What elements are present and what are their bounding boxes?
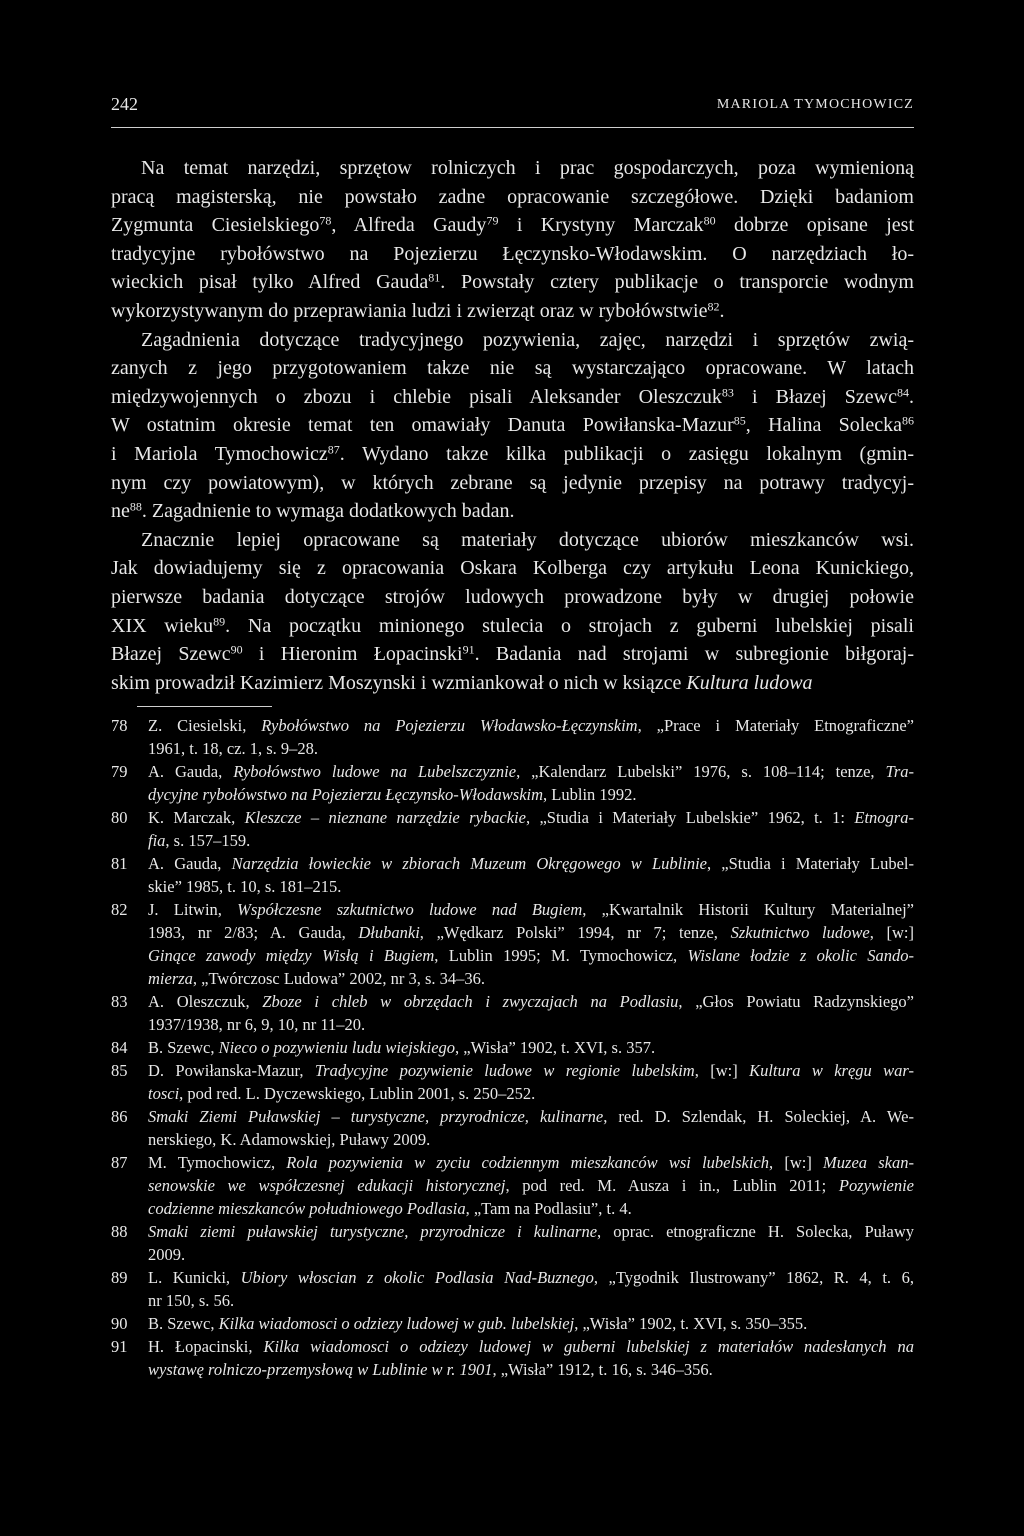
footnote-text: [148, 1105, 914, 1151]
footnote-number: 80: [111, 808, 128, 827]
footnote-reference: 90: [230, 642, 243, 657]
footnote-text: [148, 1312, 914, 1335]
text-line: [111, 183, 914, 212]
footnote: [111, 714, 914, 760]
text-run: , „Wisła” 1902, t. XVI, s. 350–355.: [574, 1314, 808, 1333]
footnote-line: [148, 990, 914, 1013]
text-run: , pod red. L. Dyczewskiego, Lublin 2001, s. 250–252.: [179, 1084, 536, 1103]
text-run: . Wydano takze kilka publikacji o zasięgu lokalnym (gmin-: [339, 442, 914, 465]
text-run: , Lublin 1992.: [543, 785, 637, 804]
italic-text: Tra-: [885, 762, 914, 781]
italic-text: Nieco o pozywieniu ludu wiejskiego: [218, 1038, 456, 1057]
italic-text: Rybołówstwo ludowe na Lubelszczyznie: [233, 762, 517, 781]
footnote: [111, 852, 914, 898]
footnote-reference: 83: [721, 385, 734, 400]
text-run: i Błazej Szewc: [733, 385, 897, 408]
text-run: .: [719, 299, 725, 322]
text-run: , „Prace i Materiały Etnograficzne”: [637, 716, 914, 735]
text-run: i Hieronim Łopacinski: [242, 643, 463, 666]
text-line: [111, 583, 914, 612]
footnote-reference: 78: [319, 213, 332, 228]
footnote-line: [148, 1312, 914, 1335]
text-run: 1983, nr 2/83; A. Gauda,: [148, 923, 359, 942]
text-run: skim prowadził Kazimierz Moszynski i wzmiankował o nich w ksiązce: [111, 671, 687, 694]
text-run: , Halina Solecka: [745, 414, 902, 437]
text-run: , [w:]: [694, 1061, 750, 1080]
page-number: 242: [111, 94, 138, 114]
italic-text: Muzea skan-: [823, 1153, 914, 1172]
paragraph: [111, 326, 914, 526]
footnote-line: [148, 898, 914, 921]
footnote-text: [148, 806, 914, 852]
text-run: nerskiego, K. Adamowskiej, Puławy 2009.: [148, 1130, 431, 1149]
italic-text: Ginące zawody między Wisłą i Bugiem: [148, 946, 435, 965]
text-line: [111, 526, 914, 555]
text-run: K. Marczak,: [148, 808, 245, 827]
text-line: [111, 297, 914, 326]
footnote-reference: 91: [462, 642, 475, 657]
footnote-line: [148, 1036, 914, 1059]
footnote: [111, 1220, 914, 1266]
italic-text: wystawę rolniczo-przemysłową w Lublinie w r. 1901: [148, 1360, 493, 1379]
italic-text: fia: [148, 831, 166, 850]
text-run: , „Tygodnik Ilustrowany” 1862, R. 4, t. 6,: [593, 1268, 914, 1287]
text-run: Zygmunta Ciesielskiego: [111, 214, 320, 237]
footnote-number: 88: [111, 1222, 128, 1241]
text-run: dobrze opisane jest: [715, 214, 915, 237]
text-run: XIX wieku: [111, 614, 214, 637]
running-title: MARIOLA TYMOCHOWICZ: [716, 97, 914, 112]
text-run: nym czy powiatowym), w których zebrane są jedynie przepisy na potrawy tradycyj-: [111, 471, 914, 494]
text-run: tradycyjne rybołówstwo na Pojezierzu Łęczynsko-Włodawskim. O narzędziach ło-: [111, 242, 914, 265]
italic-text: mierza: [148, 969, 193, 988]
footnote: [111, 760, 914, 806]
footnote-text: [148, 990, 914, 1036]
text-run: Znacznie lepiej opracowane są materiały dotyczące ubiorów mieszkanców wsi.: [141, 528, 914, 551]
footnote-line: [148, 1128, 914, 1151]
footnote-reference: 85: [733, 413, 746, 428]
text-run: , Lublin 1995; M. Tymochowicz,: [434, 946, 688, 965]
footnote-line: [148, 829, 914, 852]
footnote-line: [148, 875, 914, 898]
footnote-line: [148, 1174, 914, 1197]
text-run: , „Głos Powiatu Radzynskiego”: [678, 992, 914, 1011]
text-run: Na temat narzędzi, sprzętow rolniczych i prac gospodarczych, poza wymienioną: [141, 157, 914, 179]
text-line: [111, 268, 914, 297]
italic-text: Narzędzia łowieckie w zbiorach Muzeum Okręgowego w Lublinie: [231, 854, 707, 873]
footnote-line: [148, 852, 914, 875]
paragraph: [111, 526, 914, 698]
page-header: [111, 92, 914, 116]
text-run: wieckich pisał tylko Alfred Gauda: [111, 271, 429, 294]
text-run: , „Tam na Podlasiu”, t. 4.: [465, 1199, 632, 1218]
text-run: , Alfreda Gaudy: [331, 214, 487, 237]
text-run: . Zagadnienie to wymaga dodatkowych badan.: [141, 500, 515, 523]
text-run: , „Wisła” 1902, t. XVI, s. 357.: [455, 1038, 656, 1057]
italic-text: Smaki Ziemi Puławskiej – turystyczne, przyrodnicze, kulinarne: [148, 1107, 604, 1126]
text-run: pracą magisterską, nie powstało zadne opracowanie szczegółowe. Dzięki badaniom: [111, 185, 914, 208]
footnote-line: [148, 921, 914, 944]
footnote: [111, 806, 914, 852]
text-run: nr 150, s. 56.: [148, 1291, 235, 1310]
footnote-number: 83: [111, 992, 128, 1011]
footnote: [111, 1059, 914, 1105]
footnote: [111, 898, 914, 990]
text-run: A. Gauda,: [148, 762, 234, 781]
italic-text: Rybołówstwo na Pojezierzu Włodawsko-Łęczynskim: [261, 716, 638, 735]
text-run: , pod red. M. Ausza i in., Lublin 2011;: [505, 1176, 839, 1195]
text-run: wykorzystywanym do przeprawiania ludzi i zwierząt oraz w rybołówstwie: [111, 299, 708, 322]
footnote-number: 91: [111, 1337, 128, 1356]
footnote-line: [148, 714, 914, 737]
footnote-text: [148, 1036, 914, 1059]
footnote-reference: 81: [428, 270, 441, 285]
text-run: , „Wędkarz Polski” 1994, nr 7; tenze,: [419, 923, 731, 942]
text-line: [111, 383, 914, 412]
text-run: skie” 1985, t. 10, s. 181–215.: [148, 877, 342, 896]
text-line: [111, 669, 914, 698]
text-line: [111, 469, 914, 498]
italic-text: Ubiory włoscian z okolic Podlasia Nad-Buznego: [240, 1268, 594, 1287]
footnote-reference: 80: [703, 213, 716, 228]
footnote-line: [148, 1220, 914, 1243]
footnote-text: [148, 760, 914, 806]
footnote-reference: 87: [327, 442, 340, 457]
footnote-text: [148, 1151, 914, 1220]
footnote-number: 78: [111, 716, 128, 735]
footnote-line: [148, 1266, 914, 1289]
text-run: i Mariola Tymochowicz: [111, 442, 328, 465]
text-line: [111, 354, 914, 383]
italic-text: Wislane łodzie z okolic Sando-: [687, 946, 914, 965]
italic-text: Kultura w kręgu war-: [749, 1061, 914, 1080]
footnote-line: [148, 806, 914, 829]
text-run: , red. D. Szlendak, H. Soleckiej, A. We-: [603, 1107, 915, 1126]
italic-text: senowskie we współczesnej edukacji historycznej: [148, 1176, 506, 1195]
italic-text: Kleszcze – nieznane narzędzie rybackie: [244, 808, 526, 827]
text-run: , „Studia i Materiały Lubelskie” 1962, t. 1:: [525, 808, 855, 827]
footnote-separator: [137, 706, 272, 707]
footnote-number: 84: [111, 1038, 128, 1057]
footnote-number: 86: [111, 1107, 128, 1126]
text-line: [111, 211, 914, 240]
footnote-line: [148, 1013, 914, 1036]
footnote-reference: 84: [897, 385, 909, 400]
italic-text: Współczesne szkutnictwo ludowe nad Bugiem: [237, 900, 583, 919]
text-run: 2009.: [148, 1245, 186, 1264]
footnote-text: [148, 1335, 914, 1381]
text-run: , „Kalendarz Lubelski” 1976, s. 108–114; tenze,: [516, 762, 886, 781]
footnote: [111, 1036, 914, 1059]
footnote-reference: 88: [129, 499, 142, 514]
italic-text: dycyjne rybołówstwo na Pojezierzu Łęczynsko-Włodawskim: [148, 785, 544, 804]
text-line: [111, 554, 914, 583]
text-run: , „Twórczosc Ludowa” 2002, nr 3, s. 34–36.: [192, 969, 486, 988]
footnote-line: [148, 760, 914, 783]
text-run: . Powstały cztery publikacje o transporcie wodnym: [440, 271, 914, 294]
text-run: D. Powiłanska-Mazur,: [148, 1061, 315, 1080]
footnote-line: [148, 783, 914, 806]
header-divider: [111, 127, 914, 128]
text-run: J. Litwin,: [148, 900, 238, 919]
text-line: [111, 612, 914, 641]
italic-text: tosci: [148, 1084, 180, 1103]
italic-text: Kilka wiadomosci o odziezy ludowej w guberni lubelskiej z materiałów nadesłanych na: [263, 1337, 915, 1356]
footnote-line: [148, 1289, 914, 1312]
text-run: , „Studia i Materiały Lubel-: [706, 854, 914, 873]
text-run: 1961, t. 18, cz. 1, s. 9–28.: [148, 739, 319, 758]
footnote-line: [148, 1335, 914, 1358]
footnote-line: [148, 967, 914, 990]
footnotes: [111, 714, 914, 1381]
text-run: Jak dowiadujemy się z opracowania Oskara Kolberga czy artykułu Leona Kunickiego,: [111, 557, 914, 580]
footnote-line: [148, 1105, 914, 1128]
footnote-line: [148, 1243, 914, 1266]
text-run: B. Szewc,: [148, 1314, 219, 1333]
footnote-line: [148, 1151, 914, 1174]
italic-text: Szkutnictwo ludowe: [730, 923, 870, 942]
italic-text: codzienne mieszkanców południowego Podlasia: [148, 1199, 466, 1218]
footnote-reference: 82: [707, 299, 720, 314]
body-text: [111, 154, 914, 697]
italic-text: Pozywienie: [838, 1176, 915, 1195]
italic-text: Kultura ludowa: [686, 671, 813, 694]
italic-text: Kilka wiadomosci o odziezy ludowej w gub. lubelskiej: [218, 1314, 575, 1333]
footnote-text: [148, 1266, 914, 1312]
footnote: [111, 1151, 914, 1220]
footnote: [111, 1335, 914, 1381]
footnote-line: [148, 944, 914, 967]
footnote-number: 85: [111, 1061, 128, 1080]
text-run: , „Wisła” 1912, t. 16, s. 346–356.: [492, 1360, 713, 1379]
footnote-text: [148, 1059, 914, 1105]
text-run: Zagadnienia dotyczące tradycyjnego pozywienia, zajęc, narzędzi i sprzętów zwią-: [141, 328, 914, 351]
text-run: . Badania nad strojami w subregionie biłgoraj-: [474, 643, 915, 666]
text-line: [111, 640, 914, 669]
text-run: , oprac. etnograficzne H. Solecka, Puławy: [597, 1222, 914, 1241]
text-run: , [w:]: [869, 923, 915, 942]
text-line: [111, 440, 914, 469]
footnote-text: [148, 1220, 914, 1266]
footnote-number: 81: [111, 854, 128, 873]
text-run: A. Oleszczuk,: [148, 992, 263, 1011]
footnote-line: [148, 1082, 914, 1105]
footnote-line: [148, 737, 914, 760]
footnote: [111, 990, 914, 1036]
text-run: i Krystyny Marczak: [498, 214, 704, 237]
text-run: , s. 157–159.: [165, 831, 251, 850]
text-line: [111, 497, 914, 526]
text-run: .: [909, 385, 914, 408]
text-run: 1937/1938, nr 6, 9, 10, nr 11–20.: [148, 1015, 366, 1034]
italic-text: Smaki ziemi puławskiej turystyczne, przyrodnicze i kulinarne: [148, 1222, 598, 1241]
text-line: [111, 240, 914, 269]
italic-text: Dłubanki: [358, 923, 420, 942]
text-line: [111, 326, 914, 355]
text-run: H. Łopacinski,: [148, 1337, 264, 1356]
footnote-number: 87: [111, 1153, 128, 1172]
text-line: [111, 411, 914, 440]
footnote-text: [148, 898, 914, 990]
italic-text: Rola pozywienia w zyciu codziennym mieszkanców wsi lubelskich: [286, 1153, 769, 1172]
footnote-line: [148, 1358, 914, 1381]
footnote-line: [148, 1059, 914, 1082]
text-run: , „Kwartalnik Historii Kultury Materialnej”: [582, 900, 914, 919]
footnote-number: 79: [111, 762, 128, 781]
footnote: [111, 1312, 914, 1335]
text-run: międzywojennych o zbozu i chlebie pisali Aleksander Oleszczuk: [111, 385, 722, 408]
text-run: . Na początku minionego stulecia o strojach z guberni lubelskiej pisali: [225, 614, 914, 637]
footnote-reference: 79: [486, 213, 499, 228]
footnote: [111, 1266, 914, 1312]
text-run: B. Szewc,: [148, 1038, 219, 1057]
footnote-text: [148, 852, 914, 898]
text-run: M. Tymochowicz,: [148, 1153, 287, 1172]
text-run: pierwsze badania dotyczące strojów ludowych prowadzone były w drugiej połowie: [111, 585, 914, 608]
footnote-number: 89: [111, 1268, 128, 1287]
footnote-reference: 86: [902, 413, 914, 428]
text-run: Z. Ciesielski,: [148, 716, 262, 735]
text-line: [111, 154, 914, 183]
text-run: zanych z jego przygotowaniem takze nie są wystarczająco opracowane. W latach: [111, 357, 914, 380]
text-run: W ostatnim okresie temat ten omawiały Danuta Powiłanska-Mazur: [111, 414, 734, 437]
paragraph: [111, 154, 914, 326]
footnote-number: 82: [111, 900, 128, 919]
text-run: L. Kunicki,: [148, 1268, 241, 1287]
footnote-reference: 89: [213, 613, 226, 628]
text-run: , [w:]: [769, 1153, 824, 1172]
text-run: A. Gauda,: [148, 854, 232, 873]
footnote-text: [148, 714, 914, 760]
italic-text: Tradycyjne pozywienie ludowe w regionie lubelskim: [314, 1061, 695, 1080]
italic-text: Etnogra-: [854, 808, 914, 827]
footnote-number: 90: [111, 1314, 128, 1333]
text-run: ne: [111, 500, 130, 523]
text-run: Błazej Szewc: [111, 643, 231, 666]
footnote-line: [148, 1197, 914, 1220]
italic-text: Zboze i chleb w obrzędach i zwyczajach na Podlasiu: [262, 992, 679, 1011]
footnote: [111, 1105, 914, 1151]
